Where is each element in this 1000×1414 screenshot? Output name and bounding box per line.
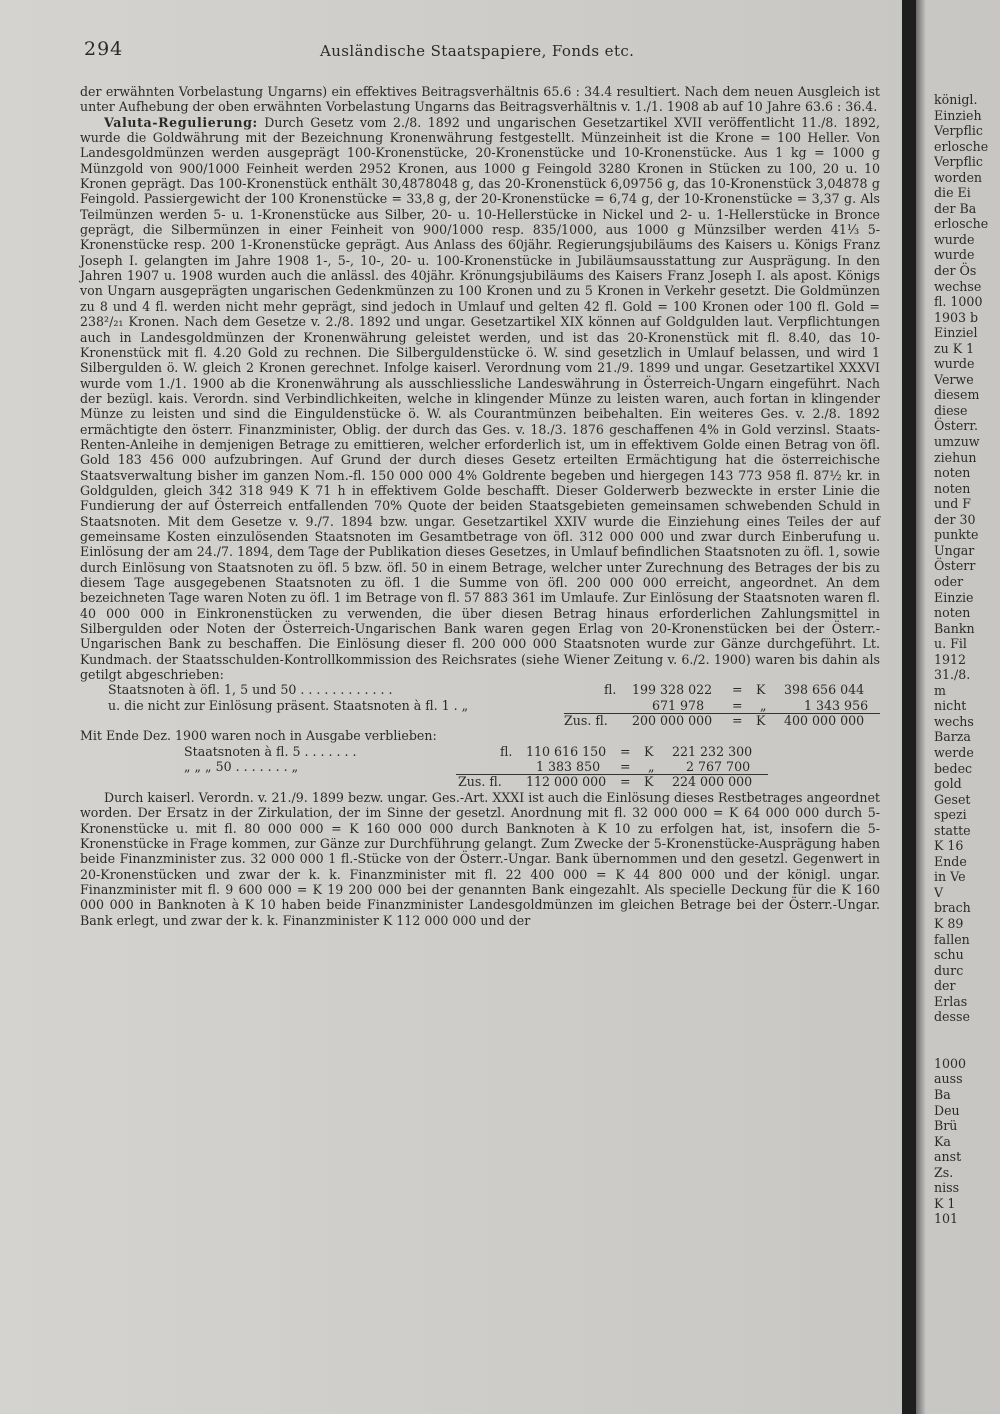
valuta-paragraph <box>80 115 880 683</box>
fl-value: 671 978 <box>652 697 705 713</box>
fragment-line: fl. 1000 <box>934 294 983 310</box>
fl-total: 200 000 000 <box>632 713 713 729</box>
running-head: Ausländische Staatspapiere, Fonds etc. <box>320 42 635 60</box>
equals-sign: = <box>732 713 743 729</box>
redemption-table <box>80 682 880 728</box>
fragment-line: Ungar <box>934 542 975 558</box>
fragment-line: nicht <box>934 698 967 714</box>
fragment-line: worden <box>934 169 983 185</box>
page-header <box>84 38 884 66</box>
fragment-line: 1912 <box>934 651 967 667</box>
fragment-line: 1903 b <box>934 309 979 325</box>
adjacent-page-fragments <box>934 92 1000 1227</box>
fragment-line: auss <box>934 1071 963 1087</box>
fragment-line: durc <box>934 962 964 978</box>
fragment-line: werde <box>934 744 974 760</box>
fl-prefix: fl. <box>500 743 513 759</box>
fragment-line: gold <box>934 776 962 792</box>
page-number: 294 <box>84 38 124 60</box>
fragment-line: Einziel <box>934 325 978 341</box>
fragment-line: Verpflic <box>934 123 983 139</box>
k-prefix: K <box>756 682 766 698</box>
row-label: „ „ „ 50 . . . . . . . „ <box>184 759 299 775</box>
k-prefix: „ <box>648 759 655 775</box>
fragment-line <box>934 1025 1000 1041</box>
fragment-line: u. Fil <box>934 636 967 652</box>
fragment-line: Ba <box>934 1087 951 1102</box>
valuta-body: Durch Gesetz vom 2./8. 1892 und ungarischen Gesetzartikel XVII veröffentlicht 11./8. 1892, wurde die Goldwährung mit der Bezeichnung Kronenwährung festgestellt. Münzeinheit ist die Krone = 100 Heller. Von Landesgoldmünzen werden ausgeprägt 100-Kronenstücke, 20-Kronenstücke und 10-Kronenstücke. Aus 1 kg = 1000 g Münzgold von 900/1000 Feinheit werden 2952 Kronen, aus 1000 g Feingold 3280 Kronen in Stücken zu 100, 20 u. 10 Kronen geprägt. Das 100-Kronenstück enthält 30,4878048 g, das 20-Kronenstück 6,09756 g, das 10-Kronenstück 3,04878 g Feingold. Passiergewicht der 100 Kronenstücke = 33,8 g, der 20-Kronenstücke = 6,74 g, der 10-Kronenstücke = 3,37 g. Als Teilmünzen werden 5- u. 1-Kronenstücke aus Silber, 20- u. 10-Hellerstücke in Nickel und 2- u. 1-Hellerstücke in Bronce geprägt, die Silbermünzen in einer Feinheit von 900/1000 resp. 835/1000, aus 1000 g Münzsilber werden 41⅓ 5-Kronenstücke resp. 200 1-Kronenstücke geprägt. Aus Anlass des 60jähr. Regierungsjubiläums des Kaisers u. Königs Franz Joseph I. gelangten im Jahre 1908 1-, 5-, 10-, 20- u. 100-Kronenstücke in Jubiläumsausstattung zur Ausprägung. In den Jahren 1907 u. 1908 wurden auch die anlässl. des 40jähr. Krönungsjubiläums des Kaisers Franz Joseph I. als apost. Königs von Ungarn ausgeprägten ungarischen Gedenkmünzen zu 100 Kronen und zu 5 Kronen in Verkehr gesetzt. Die Goldmünzen zu 8 und 4 fl. werden nicht mehr geprägt, sind jedoch in Umlauf und gelten 42 fl. Gold = 100 Kronen oder 100 fl. Gold = 238²/₂₁ Kronen. Nach dem Gesetze v. 2./8. 1892 und ungar. Gesetzartikel XIX können auf Goldgulden laut. Verpflichtungen auch in Landesgoldmünzen der Kronenwährung geleistet werden, und ist das 20-Kronenstück mit fl. 8.40, das 10-Kronenstück mit fl. 4.20 Gold zu rechnen. Die Silberguldenstücke ö. W. sind gesetzlich in Umlauf belassen, und wird 1 Silbergulden ö. W. gleich 2 Kronen gerechnet. Infolge kaiserl. Verordnung vom 21./9. 1899 und ungar. Gesetzartikel XXXVI wurde vom 1./1. 1900 ab die Kronenwährung als ausschliessliche Landeswährung in Österreich-Ungarn eingeführt. Nach der bezügl. kais. Verordn. sind Verbindlichkeiten, welche in klingender Münze zu leisten waren, auch fortan in klingender Münze zu leisten und sind die Einguldenstücke ö. W. als Courantmünzen beibehalten. Ein weiteres Ges. v. 2./8. 1892 ermächtigte den österr. Finanzminister, Oblig. der durch das Ges. v. 18./3. 1876 geschaffenen 4% in Gold verzinsl. Staats-Renten-Anleihe in demjenigen Betrage zu emittieren, welcher erforderlich ist, um in effektivem Golde einen Betrag von öfl. Gold 183 456 000 aufzubringen. Auf Grund der durch dieses Gesetz erteilten Ermächtigung hat die österreichische Staatsverwaltung bisher im ganzen Nom.-fl. 150 000 000 4% Goldrente begeben und hiergegen 143 773 958 fl. 87½ kr. in Goldgulden, gleich 342 318 949 K 71 h in effektivem Golde beschafft. Dieser Golderwerb bezweckte in erster Linie die Fundierung der auf Österreich entfallenden 70% Quote der beiden Staatsgebieten gemeinsamen schwebenden Schuld in Staatsnoten. Mit dem Gesetze v. 9./7. 1894 bzw. ungar. Gesetzartikel XXIV wurde die Einziehung eines Teiles der auf gemeinsame Kosten einzulösenden Staatsnoten im Gesamtbetrage von öfl. 312 000 000 und zwar durch Einberufung u. Einlösung der am 24./7. 1894, dem Tage der Publikation dieses Gesetzes, in Umlauf befindlichen Staatsnoten zu öfl. 1, sowie durch Einlösung von Staatsnoten zu öfl. 5 bzw. öfl. 50 in einem Betrage, welcher unter Zurechnung des Betrages der bis zu diesem Tage ausgegebenen Staatsnoten zu öfl. 1 die Summe von öfl. 200 000 000 erreicht, angeordnet. An dem bezeichneten Tage waren Noten zu öfl. 1 im Betrage von fl. 57 883 361 im Umlaufe. Zur Einlösung der Staatsnoten waren fl. 40 000 000 in Einkronenstücken zu verwenden, die über diesen Betrag hinaus erforderlichen Zahlungsmittel in Silbergulden oder Noten der Österreich-Ungarischen Bank waren gegen Erlag von 20-Kronenstücken bei der Österr.-Ungarischen Bank zu beschaffen. Die Einlösung dieser fl. 200 000 000 Staatsnoten wurde zur Gänze durchgeführt. Lt. Kundmach. der Staatsschulden-Kontrollkommission des Reichsrates (siehe Wiener Zeitung v. 6./2. 1900) waren bis dahin als getilgt abgeschrieben: <box>80 114 880 683</box>
table-row <box>80 682 880 697</box>
fragment-line: noten <box>934 605 971 621</box>
section-heading: Valuta-Regulierung: <box>104 114 258 130</box>
fragment-line: m <box>934 682 946 698</box>
fragment-line: Geset <box>934 791 971 807</box>
k-value: 398 656 044 <box>784 682 865 698</box>
fragment-line: Ka <box>934 1133 951 1149</box>
fragment-line: Zs. <box>934 1164 954 1180</box>
fragment-line: schu <box>934 947 964 963</box>
fragment-line: Bankn <box>934 620 975 636</box>
fragment-line: der Ös <box>934 263 977 279</box>
fl-value: 199 328 022 <box>632 682 713 698</box>
fragment-line: erlosche <box>934 216 989 232</box>
fragment-line: Brü <box>934 1118 958 1134</box>
fragment-line: der 30 <box>934 511 976 527</box>
equals-sign: = <box>732 682 743 698</box>
fragment-line: brach <box>934 900 971 916</box>
fragment-line: wechse <box>934 278 982 294</box>
gutter-shadow <box>916 0 926 1414</box>
table-row <box>80 744 880 759</box>
row-label: Staatsnoten à öfl. 1, 5 und 50 . . . . . . . . . . . . <box>108 682 393 698</box>
fragment-line: wurde <box>934 356 975 372</box>
fragment-line: diese <box>934 402 968 418</box>
fragment-line: oder <box>934 573 964 589</box>
row-label: Staatsnoten à fl. 5 . . . . . . . <box>184 743 357 759</box>
fragment-line: umzuw <box>934 434 980 450</box>
k-prefix: K <box>644 743 654 759</box>
fragment-line: Verwe <box>934 371 974 387</box>
fragment-line: Österr. <box>934 418 978 434</box>
fragment-line: anst <box>934 1149 962 1165</box>
fragment-line <box>934 1040 1000 1056</box>
k-value: 221 232 300 <box>672 743 753 759</box>
k-prefix: K <box>644 774 654 790</box>
fragment-line: Österr <box>934 558 976 574</box>
fragment-line: diesem <box>934 387 980 403</box>
fl-value: 1 383 850 <box>536 759 601 775</box>
fragment-line: noten <box>934 465 971 481</box>
fragment-line: punkte <box>934 527 979 543</box>
intro-paragraph: der erwähnten Vorbelastung Ungarns) ein effektives Beitragsverhältnis 65.6 : 34.4 resultiert. Nach dem neuen Ausgleich ist unter Aufhebung der oben erwähnten Vorbelastung Ungarns das Beitragsverhältnis v. 1./1. 1908 ab auf 10 Jahre 63.6 : 36.4. <box>80 84 880 115</box>
main-text-column <box>80 84 880 928</box>
fl-prefix: fl. <box>604 682 617 698</box>
fragment-line: V <box>934 884 944 900</box>
fragment-line: K 16 <box>934 838 964 854</box>
fl-total: 112 000 000 <box>526 774 607 790</box>
k-prefix: „ <box>760 697 767 713</box>
fragment-line: wechs <box>934 713 974 729</box>
fragment-line: die Ei <box>934 185 971 201</box>
fragment-line: noten <box>934 480 971 496</box>
fragment-line: Deu <box>934 1102 960 1118</box>
fragment-line: Einzie <box>934 589 974 605</box>
fragment-line: und F <box>934 496 972 512</box>
fragment-line: Erlas <box>934 993 968 1009</box>
fragment-line: desse <box>934 1009 970 1025</box>
fragment-line: ziehun <box>934 449 977 465</box>
fragment-line: 1000 <box>934 1055 967 1071</box>
k-value: 1 343 956 <box>804 697 869 713</box>
total-label: Zus. fl. <box>458 774 502 790</box>
equals-sign: = <box>620 774 631 790</box>
fragment-line: königl. <box>934 92 978 107</box>
fragment-line: in Ve <box>934 869 966 885</box>
fragment-line: K 89 <box>934 915 964 931</box>
table-total-row <box>80 774 880 789</box>
table-row <box>80 759 880 774</box>
fragment-line: 31./8. <box>934 667 971 683</box>
equals-sign: = <box>620 743 631 759</box>
fragment-line: der Ba <box>934 200 977 216</box>
table-row <box>80 698 880 713</box>
table-total-row <box>80 713 880 728</box>
remaining-notes-line: Mit Ende Dez. 1900 waren noch in Ausgabe verblieben: <box>80 728 437 744</box>
fragment-line: der <box>934 978 956 994</box>
fragment-line: zu K 1 <box>934 340 975 356</box>
total-label: Zus. fl. <box>564 713 608 729</box>
fragment-line: spezi <box>934 807 967 823</box>
equals-sign: = <box>732 697 743 713</box>
row-label: u. die nicht zur Einlösung präsent. Staatsnoten à fl. 1 . „ <box>108 697 469 713</box>
fragment-line: niss <box>934 1180 960 1196</box>
k-total: 224 000 000 <box>672 774 753 790</box>
k-value: 2 767 700 <box>686 759 751 775</box>
fragment-line: Verpflic <box>934 154 983 170</box>
fragment-line: 101 <box>934 1211 959 1227</box>
fragment-line: wurde <box>934 231 975 247</box>
fragment-line: Barza <box>934 729 971 745</box>
fragment-line: K 1 <box>934 1195 956 1211</box>
k-prefix: K <box>756 713 766 729</box>
fragment-line: bedec <box>934 760 973 776</box>
equals-sign: = <box>620 759 631 775</box>
remaining-table <box>80 744 880 790</box>
fragment-line: Einzieh <box>934 107 982 123</box>
fl-value: 110 616 150 <box>526 743 607 759</box>
k-total: 400 000 000 <box>784 713 865 729</box>
closing-paragraph: Durch kaiserl. Verordn. v. 21./9. 1899 bezw. ungar. Ges.-Art. XXXI ist auch die Einlösung dieses Restbetrages angeordnet worden. Der Ersatz in der Zirkulation, der im Sinne der gesetzl. Anordnung mit fl. 32 000 000 = K 64 000 000 durch 5-Kronenstücke u. mit fl. 80 000 000 = K 160 000 000 durch Banknoten à K 10 zu erfolgen hat, ist, insofern die 5-Kronenstücke in Frage kommen, zur Gänze zur Durchführung gelangt. Zum Zwecke der 5-Kronenstücke-Ausprägung haben beide Finanzminister zus. 32 000 000 1 fl.-Stücke von der Österr.-Ungar. Bank übernommen und den gesetzl. Gegenwert in 20-Kronenstücken und zwar der k. k. Finanzminister mit fl. 22 400 000 = K 44 800 000 und der königl. ungar. Finanzminister mit fl. 9 600 000 = K 19 200 000 bei der genannten Bank eingezahlt. Als specielle Deckung für die K 160 000 000 in Banknoten à K 10 haben beide Finanzminister Landesgoldmünzen im gleichen Betrage bei der Österr.-Ungar. Bank erlegt, und zwar der k. k. Finanzminister K 112 000 000 und der <box>80 789 880 928</box>
fragment-line: erlosche <box>934 138 989 154</box>
fragment-line: statte <box>934 822 971 838</box>
book-gutter <box>902 0 916 1414</box>
fragment-line: Ende <box>934 853 967 869</box>
fragment-line: fallen <box>934 931 970 947</box>
fragment-line: wurde <box>934 247 975 263</box>
